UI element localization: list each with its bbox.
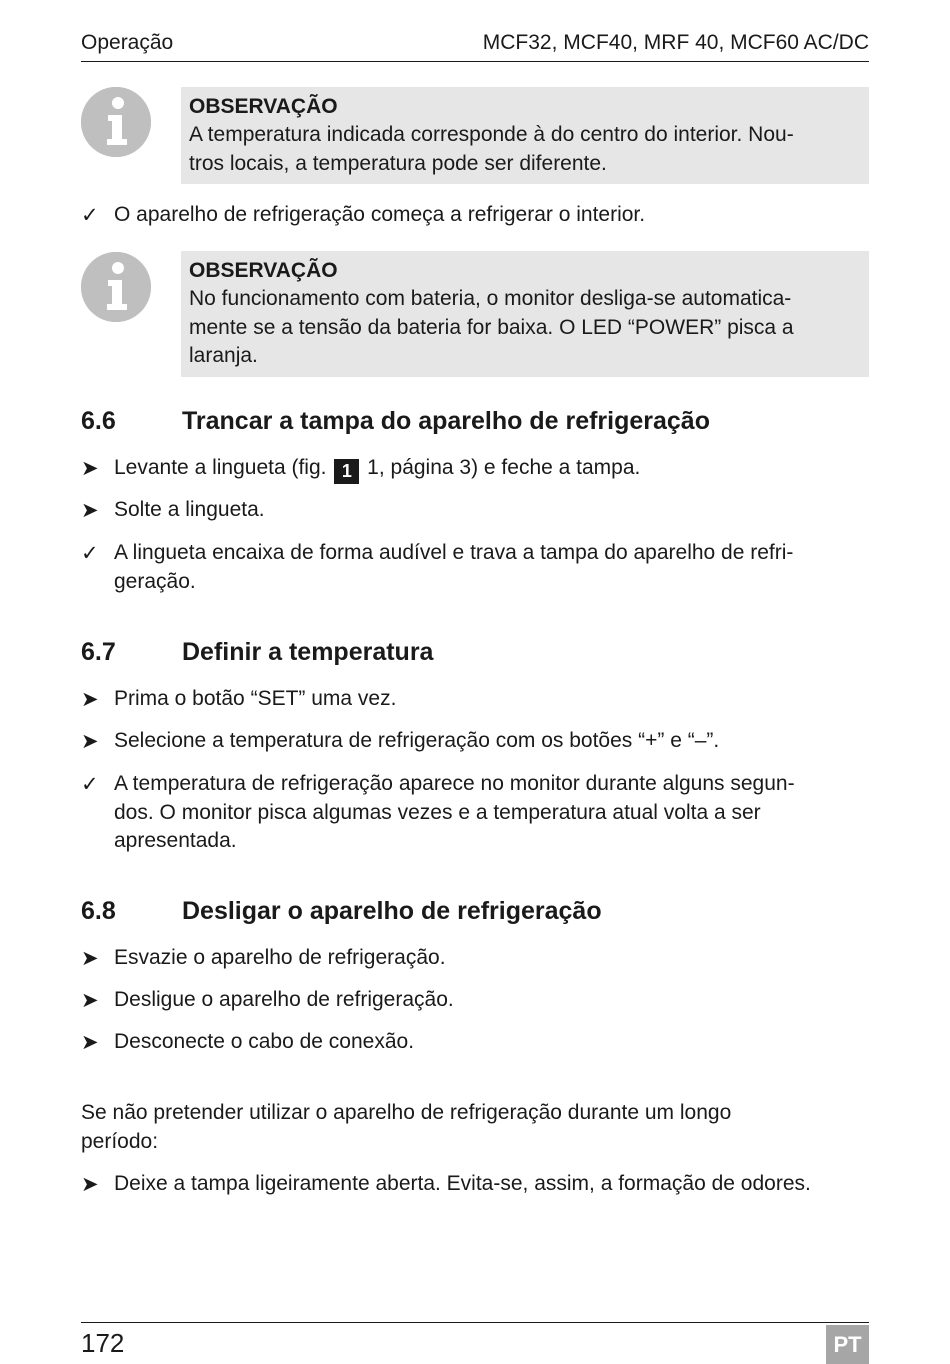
section-number: 6.8 — [81, 897, 116, 925]
result-line: A lingueta encaixa de forma audível e trava a tampa do aparelho de refri- — [114, 541, 794, 564]
section-title: Desligar o aparelho de refrigeração — [182, 897, 602, 925]
note-box — [181, 251, 869, 377]
step-text: Desligue o aparelho de refrigeração. — [114, 988, 454, 1011]
step-arrow-icon: ➤ — [81, 947, 99, 970]
language-badge: PT — [826, 1325, 869, 1364]
step-arrow-icon: ➤ — [81, 730, 99, 753]
note-box — [181, 87, 869, 184]
step-text: Desconecte o cabo de conexão. — [114, 1030, 415, 1053]
step-text: Selecione a temperatura de refrigeração com os botões “+” e “–”. — [114, 729, 720, 752]
paragraph-line: Se não pretender utilizar o aparelho de refrigeração durante um longo — [81, 1101, 732, 1124]
note-title: OBSERVAÇÃO — [189, 259, 338, 282]
section-number: 6.6 — [81, 407, 116, 435]
note-line: A temperatura indicada corresponde à do centro do interior. Nou- — [189, 123, 794, 146]
step-arrow-icon: ➤ — [81, 457, 99, 480]
paragraph-line: período: — [81, 1129, 159, 1153]
result-check-icon: ✓ — [81, 773, 99, 796]
step-arrow-icon: ➤ — [81, 499, 99, 522]
result-check-icon: ✓ — [81, 204, 99, 227]
result-line: geração. — [114, 569, 196, 593]
note-line: tros locais, a temperatura pode ser diferente. — [189, 151, 607, 175]
footer-rule — [81, 1322, 869, 1323]
step-text-part: Levante a lingueta (fig. — [114, 456, 327, 479]
step-text: Solte a lingueta. — [114, 498, 265, 521]
step-text: Esvazie o aparelho de refrigeração. — [114, 946, 446, 969]
section-number: 6.7 — [81, 638, 116, 666]
figure-number-badge: 1 — [334, 459, 359, 484]
result-line: A temperatura de refrigeração aparece no monitor durante alguns segun- — [114, 772, 795, 795]
step-arrow-icon: ➤ — [81, 989, 99, 1012]
result-text — [114, 539, 870, 596]
paragraph — [81, 1099, 871, 1156]
header-models: MCF32, MCF40, MRF 40, MCF60 AC/DC — [482, 31, 869, 54]
step-arrow-icon: ➤ — [81, 1173, 99, 1196]
header-rule — [81, 61, 869, 62]
note-line: mente se a tensão da bateria for baixa. O LED “POWER” pisca a — [189, 315, 794, 339]
section-title: Definir a temperatura — [182, 638, 434, 666]
header-section: Operação — [81, 31, 174, 54]
step-text — [114, 454, 870, 484]
info-icon — [81, 252, 151, 322]
result-text: O aparelho de refrigeração começa a refrigerar o interior. — [114, 203, 646, 226]
info-icon — [81, 87, 151, 157]
result-check-icon: ✓ — [81, 542, 99, 565]
step-arrow-icon: ➤ — [81, 688, 99, 711]
note-line: laranja. — [189, 344, 258, 367]
section-title: Trancar a tampa do aparelho de refrigeração — [182, 407, 710, 435]
step-arrow-icon: ➤ — [81, 1031, 99, 1054]
page-number: 172 — [81, 1328, 125, 1358]
note-line: No funcionamento com bateria, o monitor desliga-se automatica- — [189, 287, 792, 310]
result-line: apresentada. — [114, 829, 237, 852]
note-title: OBSERVAÇÃO — [189, 95, 338, 118]
step-text: Prima o botão “SET” uma vez. — [114, 687, 397, 710]
result-text — [114, 770, 870, 856]
step-text: Deixe a tampa ligeiramente aberta. Evita-se, assim, a formação de odores. — [114, 1172, 811, 1195]
step-text-part: 1, página 3) e feche a tampa. — [367, 456, 641, 479]
result-line: dos. O monitor pisca algumas vezes e a temperatura atual volta a ser — [114, 800, 761, 824]
